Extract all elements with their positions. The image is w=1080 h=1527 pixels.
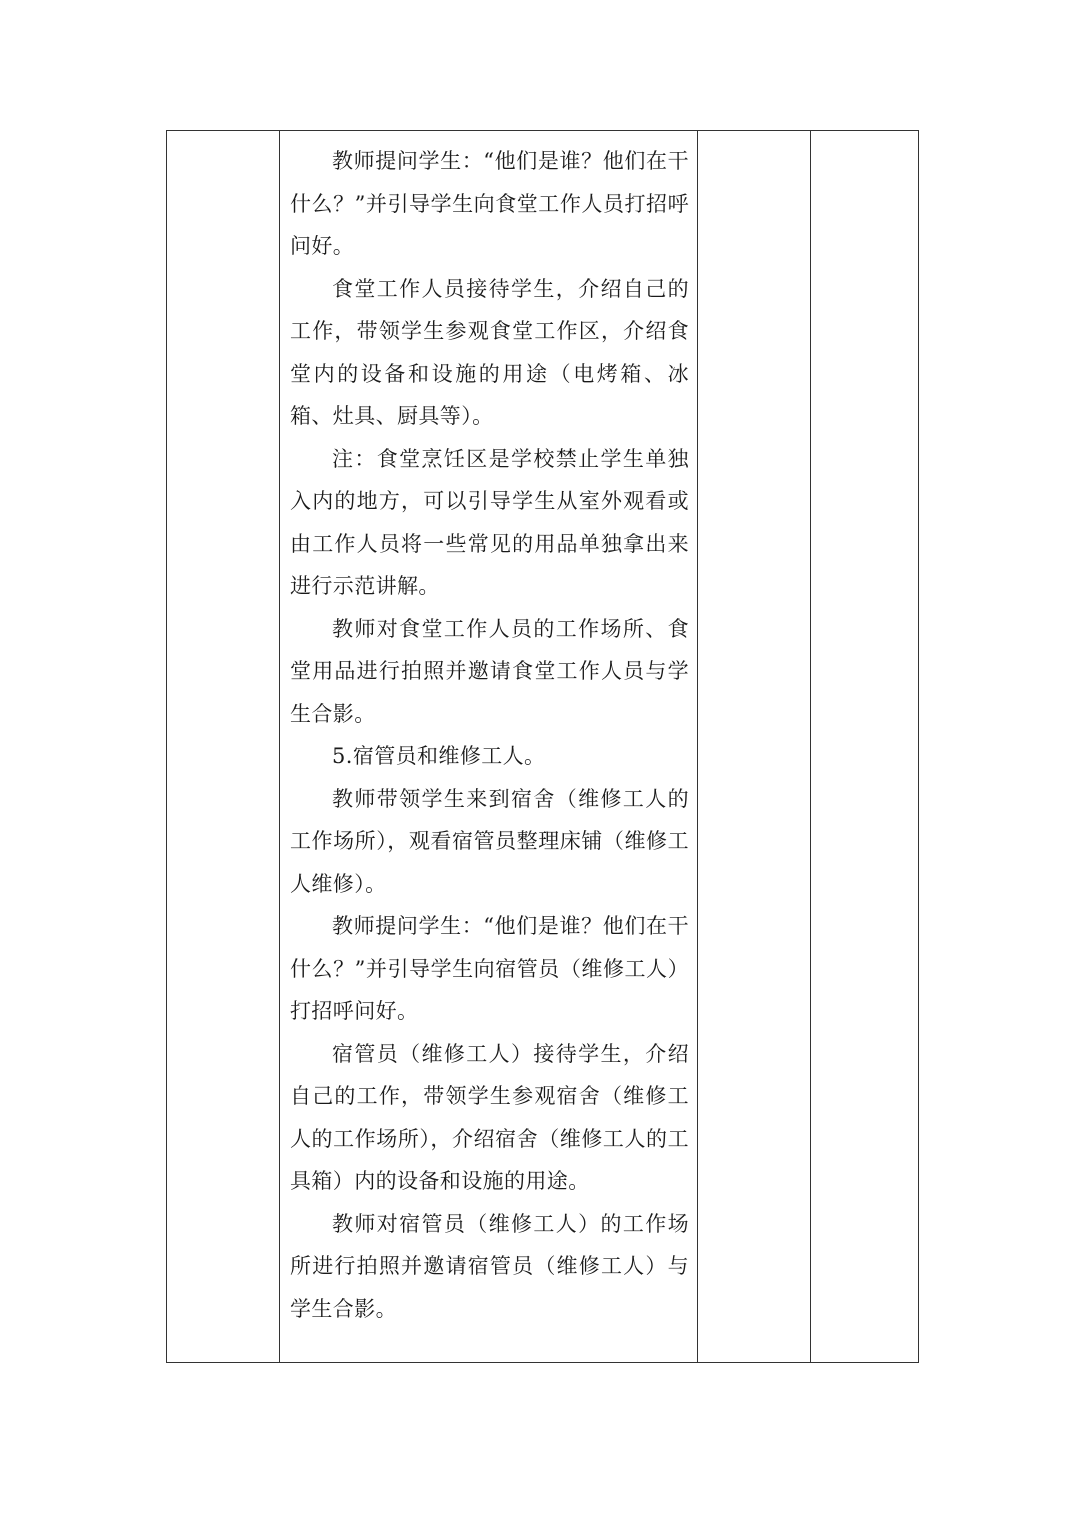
- paragraph: 教师带领学生来到宿舍（维修工人的工作场所），观看宿管员整理床铺（维修工人维修）。: [290, 786, 689, 896]
- activity-content: [280, 131, 697, 1330]
- table-cell-left: [167, 131, 280, 1363]
- lesson-plan-table: [166, 130, 919, 1363]
- table-cell-fourth: [811, 131, 919, 1363]
- paragraph: 食堂工作人员接待学生，介绍自己的工作，带领学生参观食堂工作区，介绍食堂内的设备和设施的用途（电烤箱、冰箱、灶具、厨具等）。: [290, 276, 689, 428]
- paragraph: 教师对宿管员（维修工人）的工作场所进行拍照并邀请宿管员（维修工人）与学生合影。: [290, 1211, 689, 1321]
- paragraph: 宿管员（维修工人）接待学生，介绍自己的工作，带领学生参观宿舍（维修工人的工作场所），介绍宿舍（维修工人的工具箱）内的设备和设施的用途。: [290, 1041, 689, 1193]
- table-row: [167, 131, 919, 1363]
- paragraph: 注：食堂烹饪区是学校禁止学生单独入内的地方，可以引导学生从室外观看或由工作人员将一些常见的用品单独拿出来进行示范讲解。: [290, 446, 689, 598]
- paragraph: 5.宿管员和维修工人。: [332, 744, 546, 768]
- table-cell-third: [698, 131, 811, 1363]
- paragraph: 教师对食堂工作人员的工作场所、食堂用品进行拍照并邀请食堂工作人员与学生合影。: [290, 616, 689, 726]
- paragraph: 教师提问学生：“他们是谁？他们在干什么？”并引导学生向食堂工作人员打招呼问好。: [290, 149, 689, 258]
- paragraph: 教师提问学生：“他们是谁？他们在干什么？”并引导学生向宿管员（维修工人）打招呼问好。: [290, 914, 689, 1023]
- table-cell-activity: [280, 131, 698, 1363]
